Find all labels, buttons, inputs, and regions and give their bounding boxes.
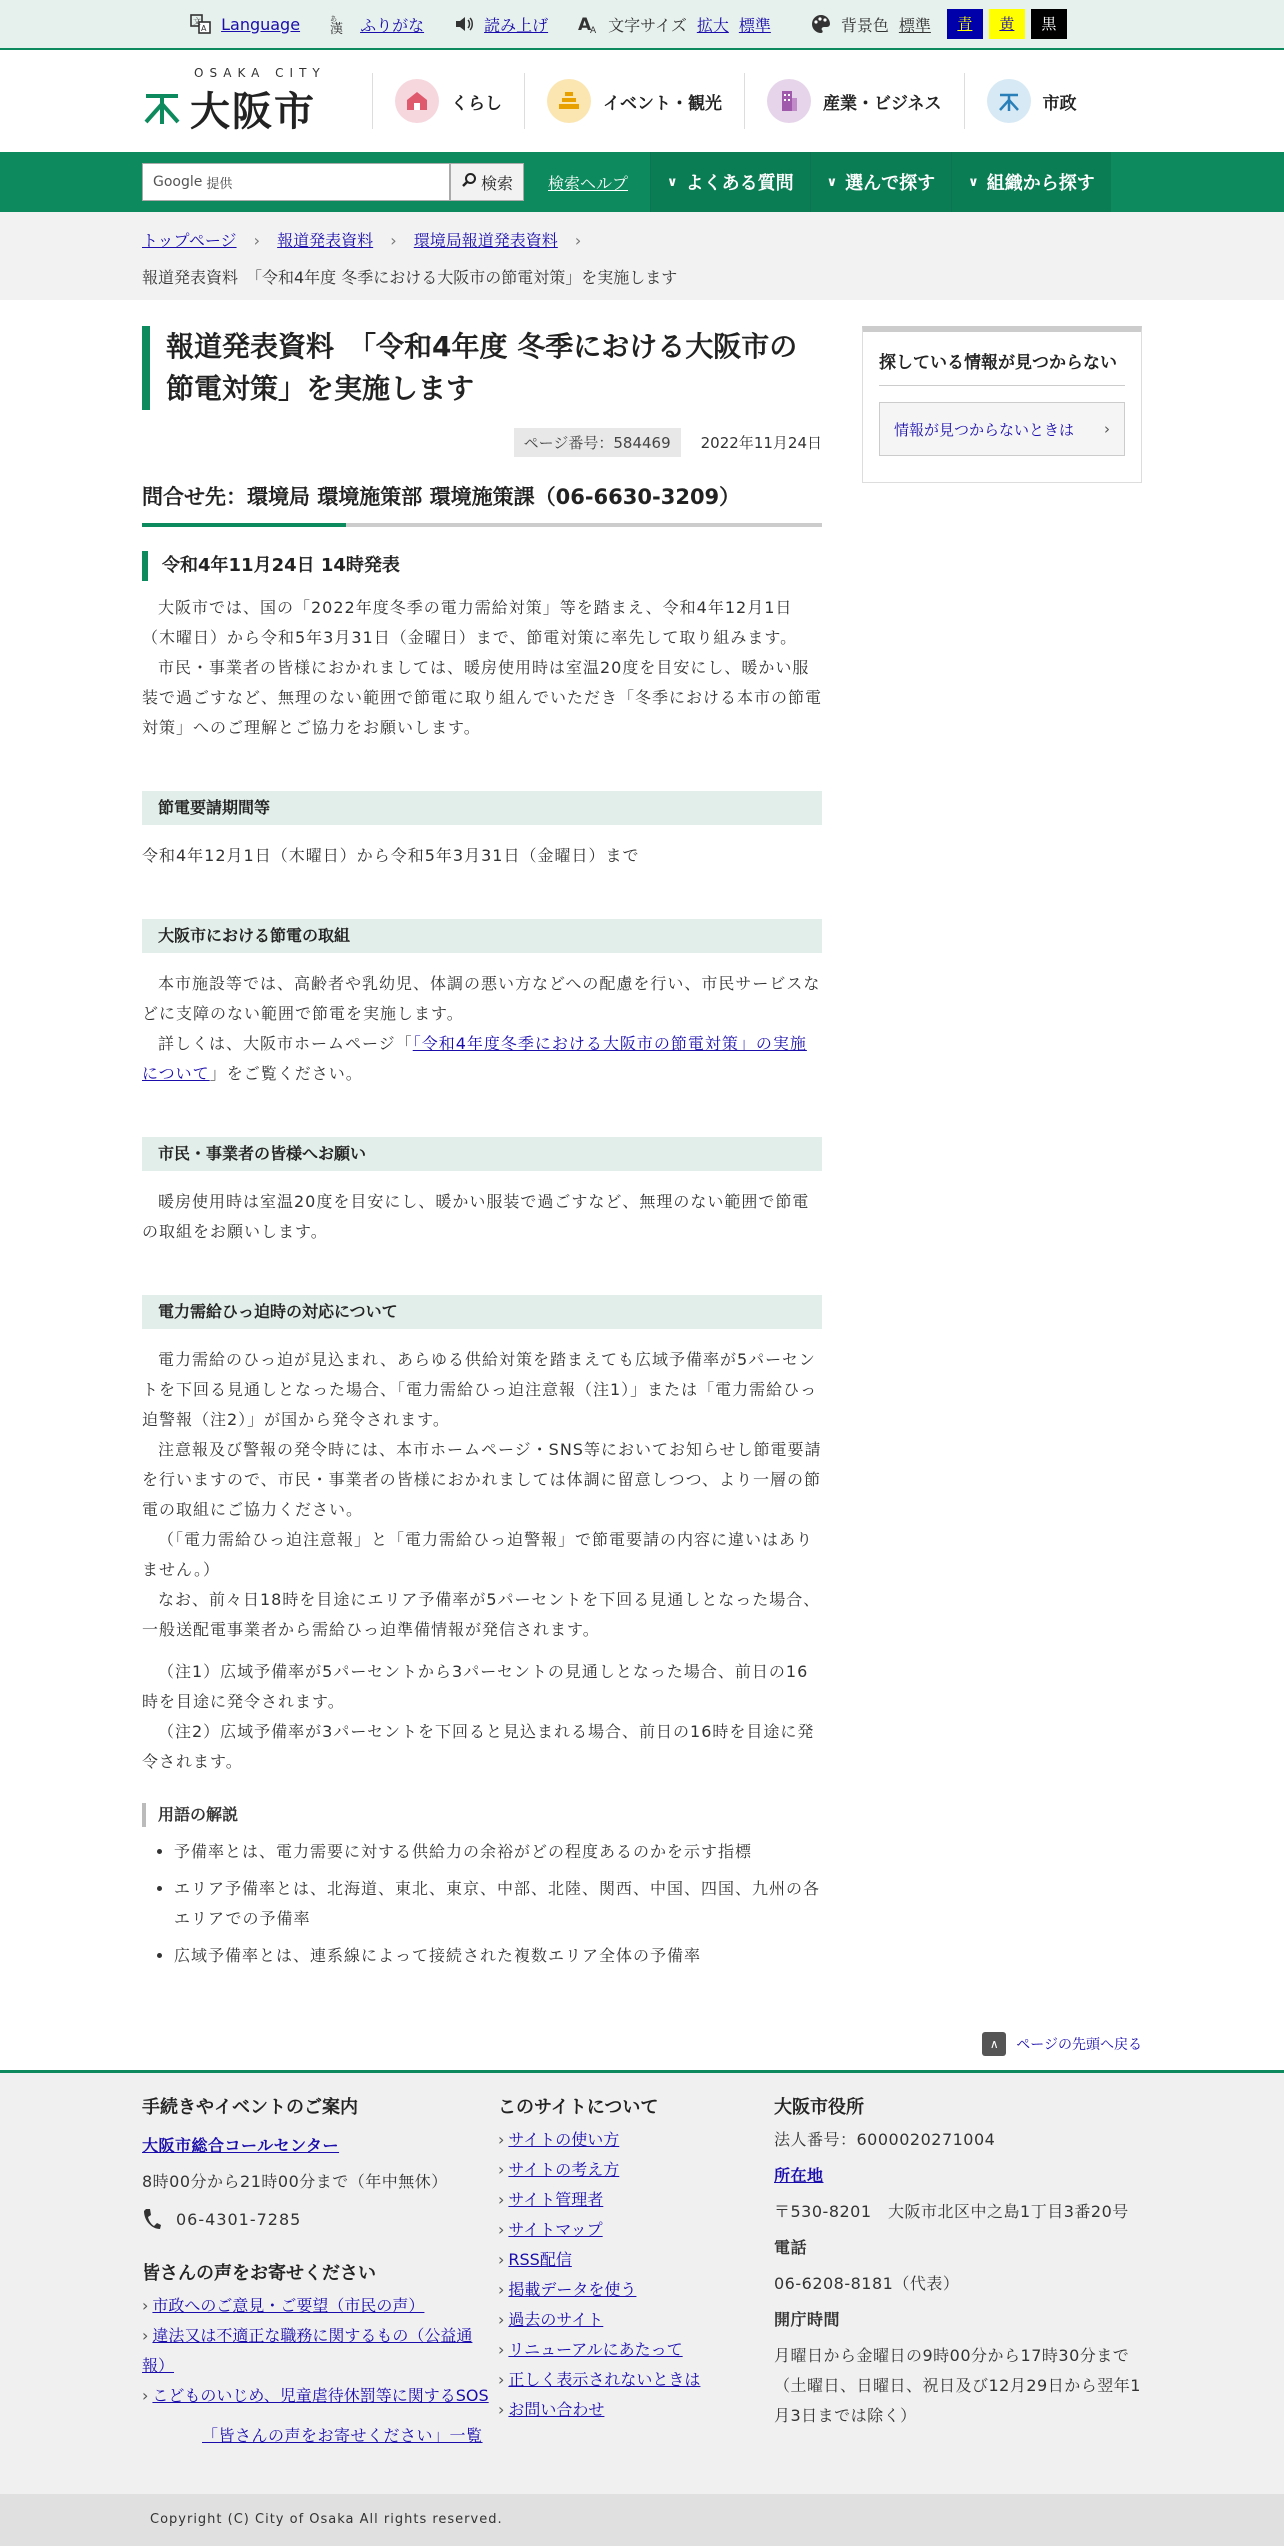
copyright-bar (0, 2494, 1284, 2546)
voice-link[interactable]: 違法又は不適正な職務に関するもの（公益通報） (142, 2326, 473, 2375)
list-item (498, 2305, 774, 2335)
section-text (142, 1029, 822, 1089)
event-icon (547, 79, 591, 123)
copyright: Copyright (C) City of Osaka All rights reserved. (150, 2512, 503, 2527)
read-aloud[interactable] (452, 12, 548, 36)
furigana-toggle[interactable] (328, 12, 424, 36)
font-size-control (576, 12, 781, 36)
list-item: • 予備率とは、電力需要に対する供給力の余裕がどの程度あるのかを示す指標 (174, 1837, 822, 1867)
about-link[interactable]: 過去のサイト (508, 2310, 604, 2329)
bg-standard[interactable]: 標準 (898, 15, 931, 35)
section-text: 注意報及び警報の発令時には、本市ホームページ・SNS等においてお知らせし節電要請を行いますので、市民・事業者の皆様におかれましては体調に留意しつつ、より一層の節電の取組にご協力ください。 (142, 1440, 822, 1519)
font-size-label: 文字サイズ (608, 15, 687, 35)
list-item (498, 2275, 774, 2305)
bg-blue-button[interactable]: 青 (947, 9, 983, 39)
list-item: • 広域予備率とは、連系線によって接続された複数エリア全体の予備率 (174, 1941, 822, 1971)
tab-label: 選んで探す (845, 173, 936, 194)
footer-guide (142, 2093, 498, 2451)
search-button-label: 検索 (480, 173, 513, 193)
site-footer (0, 2070, 1284, 2494)
glossary-heading: 用語の解説 (142, 1803, 822, 1827)
chevron-right-icon: › (390, 231, 397, 250)
footnote: （注1）広域予備率が5パーセントから3パーセントの見通しとなった場合、前日の16時を目途に発令されます。 (142, 1662, 809, 1711)
back-to-top-label: ページの先頭へ戻る (1016, 2037, 1142, 2053)
speaker-icon (452, 12, 476, 36)
section-text: 令和4年12月1日（木曜日）から令和5年3月31日（金曜日）まで (142, 846, 640, 865)
header-nav-business[interactable] (744, 73, 964, 129)
about-link[interactable]: お問い合わせ (508, 2400, 605, 2419)
contact-heading: 問合せ先：環境局 環境施策部 環境施策課（06-6630-3209） (142, 481, 822, 527)
font-size-standard[interactable]: 標準 (738, 15, 771, 35)
details-link[interactable]: 「令和4年度冬季における大阪市の節電対策」の実施について (142, 1034, 807, 1083)
breadcrumb-link[interactable]: 環境局報道発表資料 (413, 231, 558, 250)
breadcrumb (0, 212, 1284, 300)
list-item (142, 2381, 492, 2411)
footer-heading: このサイトについて (498, 2097, 659, 2118)
palette-icon (809, 12, 833, 36)
background-color-control (809, 9, 1067, 39)
breadcrumb-current: 報道発表資料 「令和4年度 冬季における大阪市の節電対策」を実施します (142, 268, 678, 287)
sidebar (862, 326, 1142, 1978)
breadcrumb-link[interactable]: 報道発表資料 (277, 231, 374, 250)
voice-link[interactable]: こどものいじめ、児童虐待休罰等に関するSOS (152, 2386, 489, 2405)
search-help-link[interactable]: 検索ヘルプ (548, 173, 629, 193)
phone-number: 06-4301-7285 (176, 2209, 302, 2229)
list-item (142, 2291, 492, 2321)
hours-label: 開庁時間 (774, 2310, 841, 2329)
header-nav-event[interactable] (524, 73, 744, 129)
tab-label: よくある質問 (685, 173, 794, 194)
header-nav (372, 73, 1142, 129)
about-link[interactable]: 掲載データを使う (508, 2280, 637, 2299)
back-to-top[interactable] (142, 2032, 1142, 2056)
search-button[interactable] (450, 163, 524, 201)
house-icon (395, 79, 439, 123)
text-fragment: 」をご覧ください。 (209, 1064, 363, 1083)
about-link[interactable]: サイトの使い方 (508, 2130, 620, 2149)
about-link[interactable]: RSS配信 (508, 2250, 572, 2269)
hours-text: 月曜日から金曜日の9時00分から17時30分まで (774, 2346, 1130, 2365)
svg-text:漢: 漢 (330, 22, 344, 37)
not-found-link-label: 情報が見つからないときは (894, 420, 1075, 439)
footer-about (498, 2093, 774, 2451)
chevron-right-icon: › (253, 231, 261, 250)
tab-faq[interactable] (650, 152, 810, 212)
svg-text:A: A (201, 24, 207, 33)
about-link[interactable]: サイトマップ (508, 2220, 603, 2239)
bg-yellow-button[interactable]: 黄 (989, 9, 1025, 39)
read-aloud-link[interactable]: 読み上げ (484, 15, 549, 35)
tab-organization[interactable] (951, 152, 1111, 212)
call-center-link[interactable]: 大阪市総合コールセンター (142, 2136, 340, 2155)
phone-icon (142, 2207, 162, 2231)
list-item (498, 2155, 774, 2185)
chevron-down-icon: ∨ (826, 174, 838, 190)
section-text: なお、前々日18時を目途にエリア予備率が5パーセントを下回る見通しとなった場合、一般送配電事業者から需給ひっ迫準備情報が発信されます。 (142, 1590, 821, 1639)
tab-browse[interactable] (810, 152, 952, 212)
section-heading: 電力需給ひっ迫時の対応について (142, 1295, 822, 1329)
section-heading: 市民・事業者の皆様へお願い (142, 1137, 822, 1171)
about-link[interactable]: サイトの考え方 (508, 2160, 620, 2179)
list-item (498, 2335, 774, 2365)
about-link[interactable]: 正しく表示されないときは (508, 2370, 701, 2389)
svg-text:A: A (578, 15, 592, 35)
glossary-list (142, 1837, 822, 1971)
corporate-number: 法人番号：6000020271004 (774, 2130, 996, 2149)
section-text: （「電力需給ひっ迫注意報」と「電力需給ひっ迫警報」で節電要請の内容に違いはありません。） (142, 1530, 814, 1579)
svg-text:A: A (590, 26, 597, 36)
header-nav-label: イベント・観光 (603, 93, 722, 114)
header-nav-label: 市政 (1042, 93, 1077, 114)
section-heading: 大阪市における節電の取組 (142, 919, 822, 953)
list-item (498, 2185, 774, 2215)
not-found-link[interactable] (879, 402, 1125, 456)
tel: 06-6208-8181（代表） (774, 2274, 960, 2293)
voice-link[interactable]: 市政へのご意見・ご要望（市民の声） (152, 2296, 425, 2315)
header-nav-kurashi[interactable] (372, 73, 524, 129)
voice-all-link[interactable]: 「皆さんの声をお寄せください」一覧 (202, 2426, 483, 2445)
not-found-box (862, 326, 1142, 483)
list-item (142, 2321, 492, 2381)
list-item (498, 2395, 774, 2425)
chevron-down-icon: ∨ (667, 174, 678, 190)
header-nav-label: 産業・ビジネス (823, 93, 942, 114)
tel-label: 電話 (774, 2238, 808, 2257)
chevron-down-icon: ∨ (968, 174, 979, 190)
address-link[interactable]: 所在地 (774, 2166, 824, 2185)
chevron-up-icon: ∧ (982, 2032, 1006, 2056)
svg-text:文: 文 (193, 17, 202, 26)
search-input[interactable] (142, 163, 450, 201)
city-emblem-icon (987, 79, 1031, 123)
header-nav-shisei[interactable] (964, 73, 1099, 129)
site-header (0, 50, 1284, 152)
section-text: 電力需給のひっ迫が見込まれ、あらゆる供給対策を踏まえても広域予備率が5パーセントを下回る見通しとなった場合、「電力需給ひっ迫注意報（注1）」または「電力需給ひっ迫警報（注2）」が国から発令されます。 (142, 1350, 818, 1429)
list-item (498, 2365, 774, 2395)
call-center-hours: 8時00分から21時00分まで（年中無休） (142, 2172, 448, 2191)
header-nav-label: くらし (451, 93, 502, 114)
text-fragment: 詳しくは、大阪市ホームページ「 (158, 1034, 413, 1053)
article (142, 326, 822, 1978)
footnote: （注2）広域予備率が3パーセントを下回ると見込まれる場合、前日の16時を目途に発令されます。 (142, 1722, 815, 1771)
about-link[interactable]: リニューアルにあたって (508, 2340, 683, 2359)
breadcrumb-link[interactable]: トップページ (142, 231, 237, 250)
search-provided-label: 提供 (206, 176, 233, 192)
list-item (498, 2125, 774, 2155)
search-google-brand: Google (153, 174, 203, 190)
section-text: 暖房使用時は室温20度を目安にし、暖かい服装で過ごすなど、無理のない範囲で節電の取組をお願いします。 (142, 1192, 810, 1241)
release-heading: 令和4年11月24日 14時発表 (142, 551, 822, 581)
about-link[interactable]: サイト管理者 (508, 2190, 604, 2209)
language-link[interactable]: Language (221, 14, 301, 34)
list-item: • エリア予備率とは、北海道、東北、東京、中部、北陸、関西、中国、四国、九州の各エリアでの予備率 (174, 1874, 822, 1934)
footer-heading: 手続きやイベントのご案内 (142, 2097, 358, 2118)
tab-label: 組織から探す (986, 173, 1095, 194)
building-icon (767, 79, 811, 123)
intro-paragraph: 大阪市では、国の「2022年度冬季の電力需給対策」等を踏まえ、令和4年12月1日（木曜日）から令和5年3月31日（金曜日）まで、節電対策に率先して取り組みます。 (142, 598, 798, 647)
chevron-right-icon: › (1104, 420, 1110, 438)
not-found-title: 探している情報が見つからない (879, 348, 1125, 386)
font-size-large[interactable]: 拡大 (696, 15, 729, 35)
hours-note: （土曜日、日曜日、祝日及び12月29日から翌年1月3日までは除く） (774, 2376, 1141, 2425)
osaka-city-logo[interactable] (142, 66, 332, 137)
furigana-link[interactable]: ふりがな (360, 15, 425, 35)
site-search (142, 163, 524, 201)
address: 〒530-8201 大阪市北区中之島1丁目3番20号 (774, 2202, 1129, 2221)
footer-heading: 皆さんの声をお寄せください (142, 2263, 376, 2284)
logo-city-en: OSAKA CITY (194, 65, 326, 80)
translate-icon (189, 12, 213, 36)
global-nav (0, 152, 1284, 212)
list-item (498, 2245, 774, 2275)
publish-date: 2022年11月24日 (700, 434, 822, 452)
language-menu[interactable] (189, 12, 300, 36)
page-title: 報道発表資料 「令和4年度 冬季における大阪市の節電対策」を実施します (142, 326, 822, 410)
svg-text:あ: あ (330, 15, 338, 23)
logo-name: 大阪市 (190, 87, 316, 135)
furigana-icon (328, 12, 352, 36)
footer-heading: 大阪市役所 (774, 2097, 864, 2118)
intro-paragraph: 市民・事業者の皆様におかれましては、暖房使用時は室温20度を目安にし、暖かい服装で過ごすなど、無理のない範囲で節電に取り組んでいただき「冬季における本市の節電対策」へのご理解とご協力をお願いします。 (142, 658, 823, 737)
city-emblem-icon (142, 86, 182, 131)
font-size-icon (576, 12, 600, 36)
footer-cityhall (774, 2093, 1142, 2451)
page-number: ページ番号：584469 (514, 428, 681, 457)
utility-bar (0, 0, 1284, 50)
section-heading: 節電要請期間等 (142, 791, 822, 825)
chevron-right-icon: › (574, 231, 582, 250)
background-color-label: 背景色 (840, 15, 889, 35)
section-text: 本市施設等では、高齢者や乳幼児、体調の悪い方などへの配慮を行い、市民サービスなどに支障のない範囲で節電を実施します。 (142, 974, 821, 1023)
search-icon (461, 172, 477, 192)
list-item (498, 2215, 774, 2245)
call-center-phone (142, 2207, 498, 2231)
bg-black-button[interactable]: 黒 (1031, 9, 1067, 39)
